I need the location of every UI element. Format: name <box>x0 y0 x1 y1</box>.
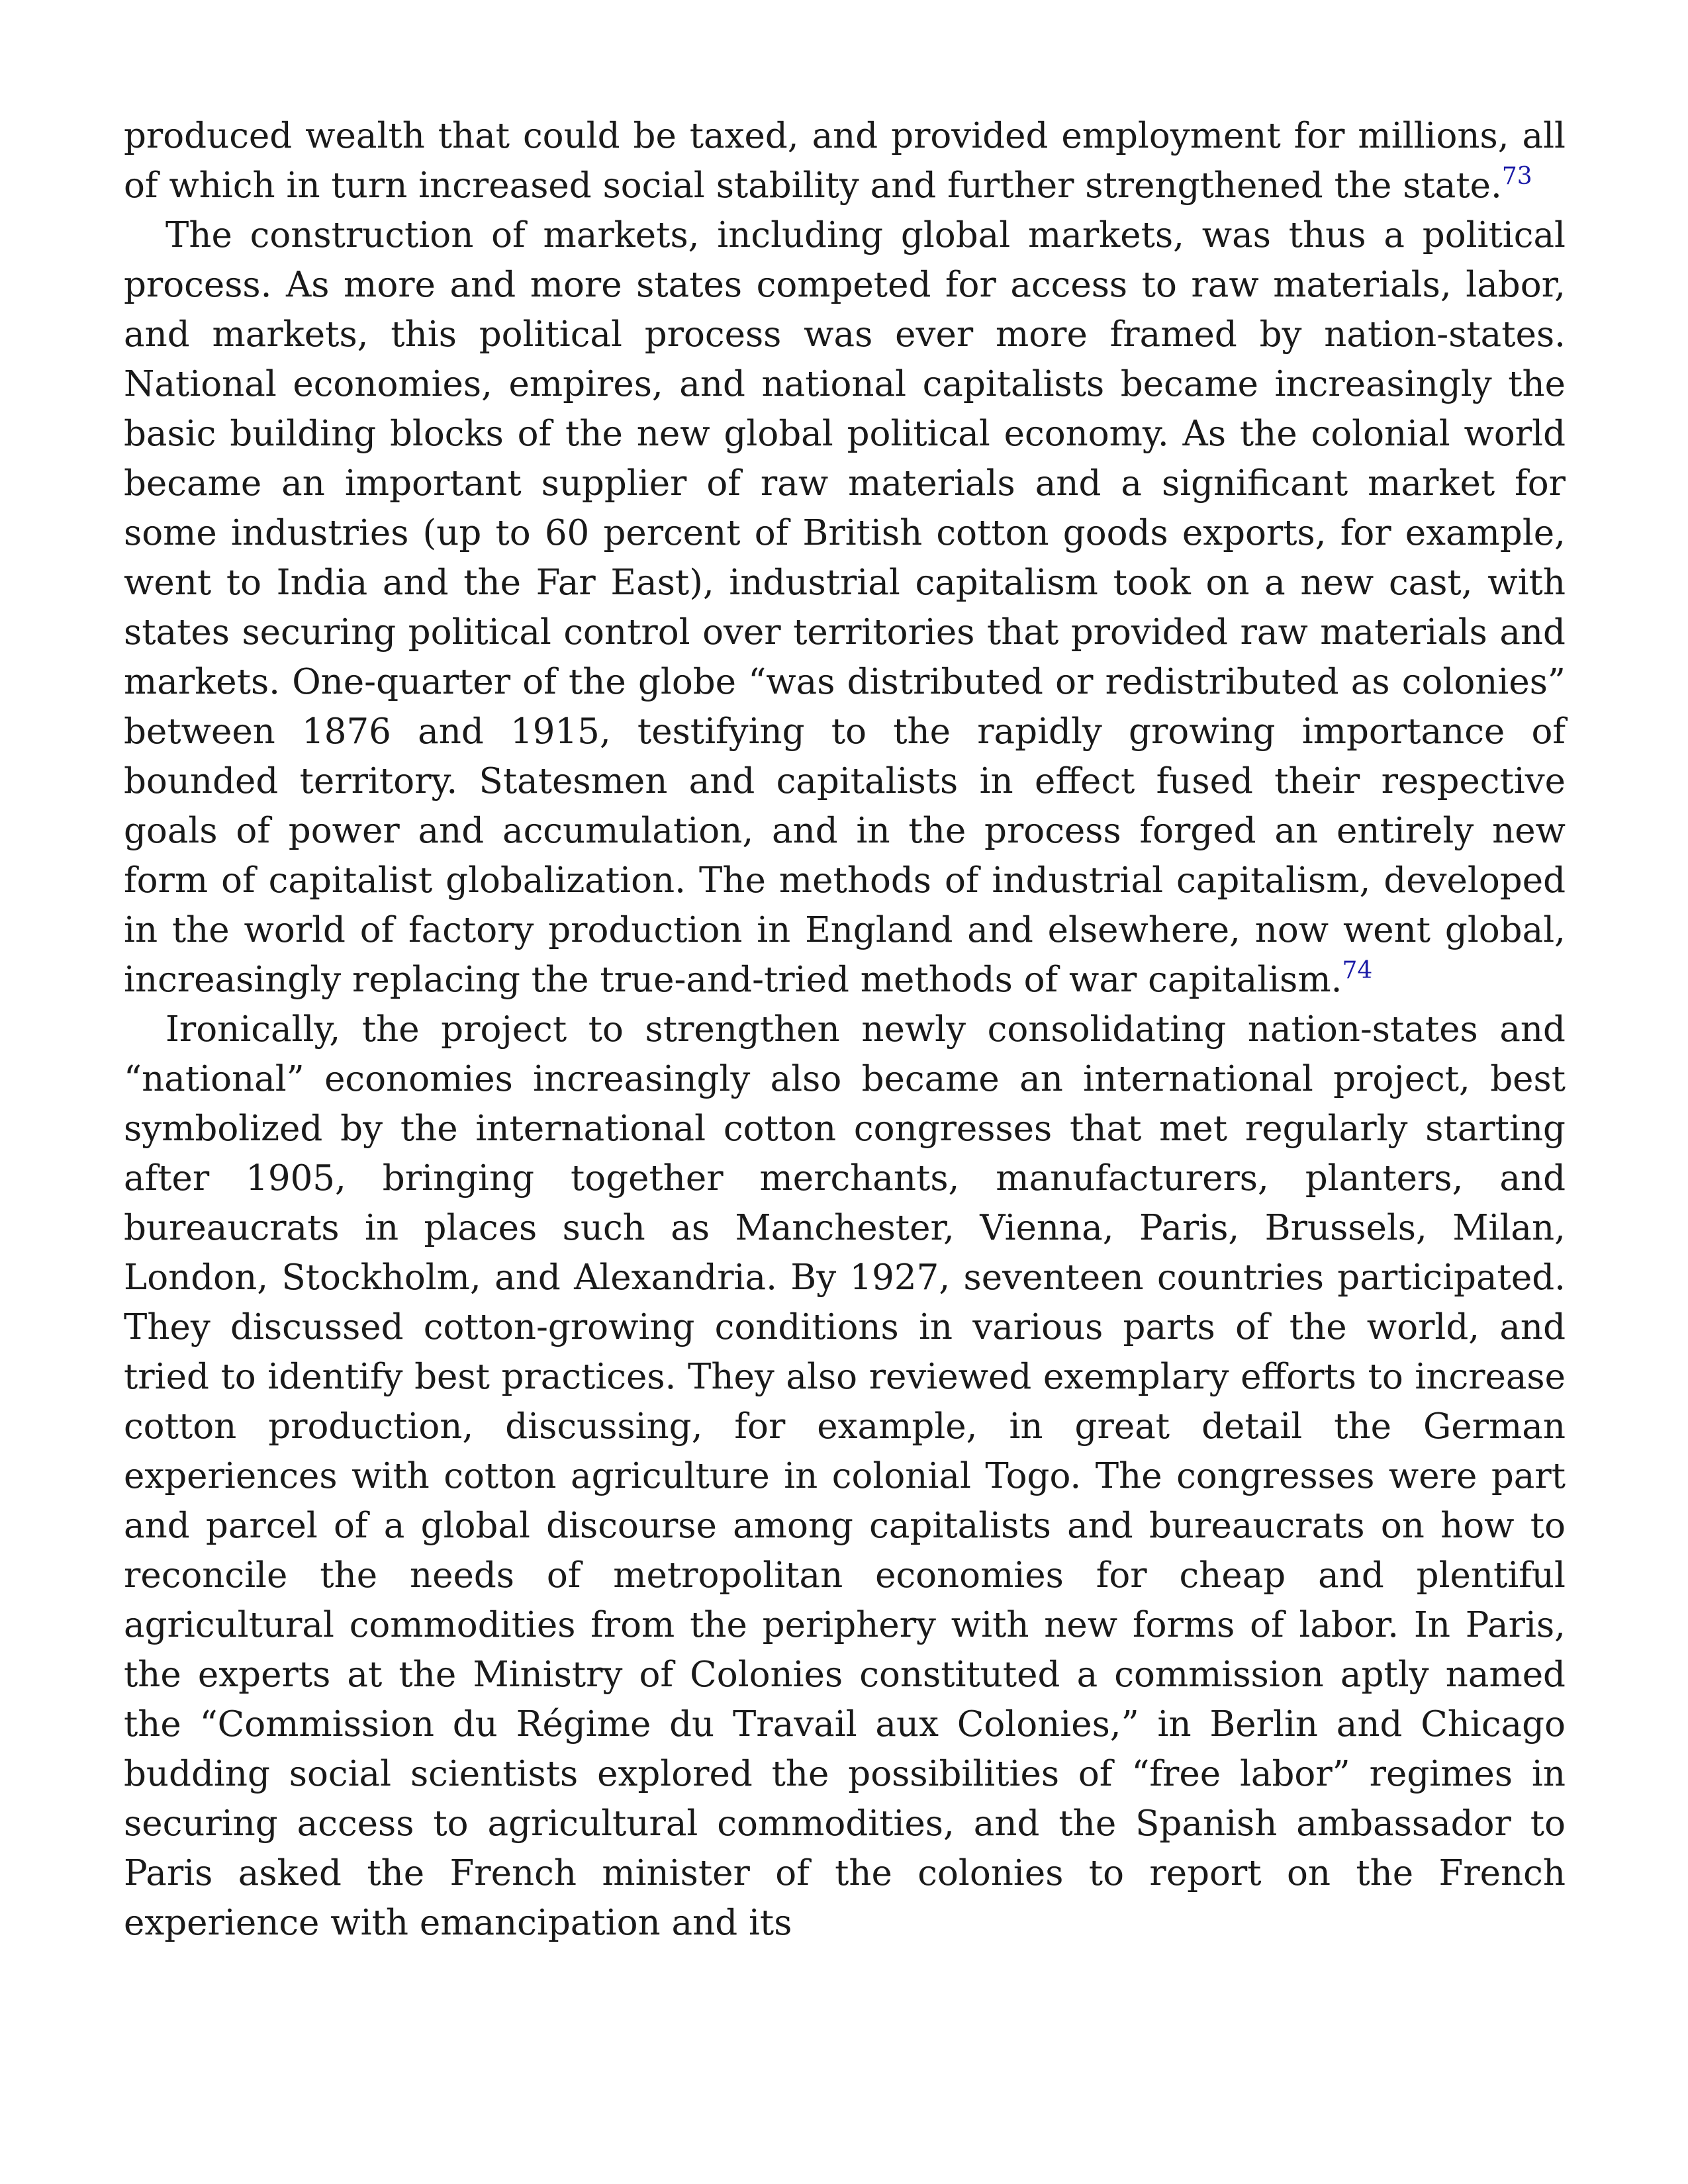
book-page <box>124 111 1566 1948</box>
paragraph-3 <box>124 1005 1566 1948</box>
paragraph-2 <box>124 210 1566 1005</box>
paragraph-3-text: Ironically, the project to strengthen newly consolidating nation-states and “national” economies increasingly also became an international project, best symbolized by the international cotton congresses that met regularly starting after 1905, bringing together merchants, manufacturers, planters, and bureaucrats in places such as Manchester, Vienna, Paris, Brussels, Milan, London, Stockholm, and Alexandria. By 1927, seventeen countries participated. They discussed cotton-growing conditions in various parts of the world, and tried to identify best practices. They also reviewed exemplary efforts to increase cotton production, discussing, for example, in great detail the German experiences with cotton agriculture in colonial Togo. The congresses were part and parcel of a global discourse among capitalists and bureaucrats on how to reconcile the needs of metropolitan economies for cheap and plentiful agricultural commodities from the periphery with new forms of labor. In Paris, the experts at the Ministry of Colonies constituted a commission aptly named the “Commission du Régime du Travail aux Colonies,” in Berlin and Chicago budding social scientists explored the possibilities of “free labor” regimes in securing access to agricultural commodities, and the Spanish ambassador to Paris asked the French minister of the colonies to report on the French experience with emancipation and its <box>124 1009 1566 1943</box>
paragraph-1-text: produced wealth that could be taxed, and provided employment for millions, all of which in turn increased social stability and further strengthened the state. <box>124 116 1566 206</box>
footnote-ref-74[interactable]: 74 <box>1342 957 1373 984</box>
paragraph-2-text: The construction of markets, including global markets, was thus a political process. As more and more states competed for access to raw materials, labor, and markets, this political process was ever more framed by nation-states. National economies, empires, and national capitalists became increasingly the basic building blocks of the new global political economy. As the colonial world became an important supplier of raw materials and a significant market for some industries (up to 60 percent of British cotton goods exports, for example, went to India and the Far East), industrial capitalism took on a new cast, with states securing political control over territories that provided raw materials and markets. One-quarter of the globe “was distributed or redistributed as colonies” between 1876 and 1915, testifying to the rapidly growing importance of bounded territory. Statesmen and capitalists in effect fused their respective goals of power and accumulation, and in the process forged an entirely new form of capitalist globalization. The methods of industrial capitalism, developed in the world of factory production in England and elsewhere, now went global, increasingly replacing the true-and-tried methods of war capitalism. <box>124 215 1566 1000</box>
paragraph-1 <box>124 111 1566 210</box>
footnote-ref-73[interactable]: 73 <box>1501 163 1532 190</box>
